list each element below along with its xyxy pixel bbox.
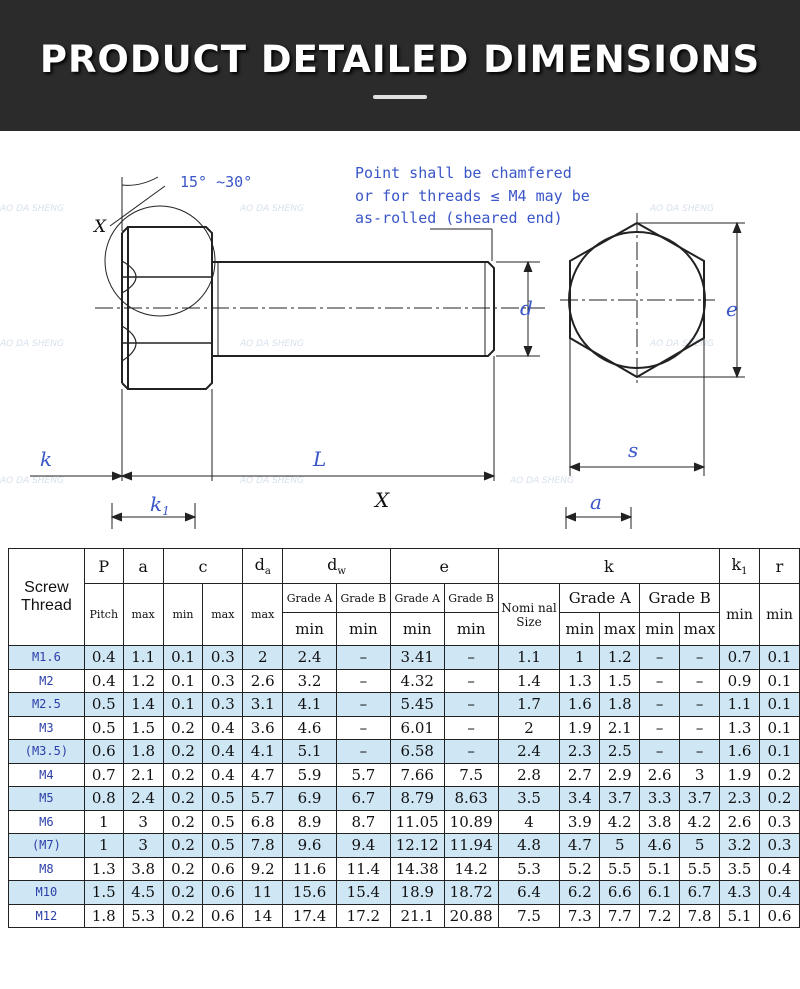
- thread-size-cell: M3: [9, 716, 85, 740]
- value-cell: 1.3: [720, 716, 760, 740]
- value-cell: 9.2: [243, 857, 283, 881]
- value-cell: 0.7: [720, 646, 760, 670]
- header-pitch: Pitch: [84, 584, 123, 646]
- value-cell: 9.4: [336, 834, 390, 858]
- value-cell: 0.4: [759, 857, 799, 881]
- value-cell: 12.12: [390, 834, 444, 858]
- value-cell: 0.2: [163, 763, 203, 787]
- value-cell: 14.38: [390, 857, 444, 881]
- value-cell: 0.2: [163, 716, 203, 740]
- title-banner: [0, 0, 800, 131]
- value-cell: 0.3: [759, 834, 799, 858]
- value-cell: 11: [243, 881, 283, 905]
- section-x-label: X: [375, 488, 390, 512]
- value-cell: 4.7: [243, 763, 283, 787]
- thread-size-cell: M4: [9, 763, 85, 787]
- header-dw-b-min: min: [336, 613, 390, 646]
- page-title: PRODUCT DETAILED DIMENSIONS: [39, 38, 761, 81]
- thread-size-cell: M12: [9, 904, 85, 928]
- value-cell: 3.5: [498, 787, 560, 811]
- value-cell: 6.2: [560, 881, 600, 905]
- header-k-grade-b: Grade B: [640, 584, 720, 613]
- value-cell: –: [640, 646, 680, 670]
- value-cell: 3.6: [243, 716, 283, 740]
- value-cell: 7.3: [560, 904, 600, 928]
- value-cell: 7.7: [600, 904, 640, 928]
- value-cell: 0.4: [759, 881, 799, 905]
- thread-size-cell: M2.5: [9, 693, 85, 717]
- value-cell: 5: [600, 834, 640, 858]
- value-cell: 5.5: [600, 857, 640, 881]
- value-cell: 18.9: [390, 881, 444, 905]
- header-r-min: min: [759, 584, 799, 646]
- header-a: a: [123, 549, 163, 584]
- value-cell: 1.5: [84, 881, 123, 905]
- value-cell: 0.2: [163, 740, 203, 764]
- value-cell: 1.3: [84, 857, 123, 881]
- header-e-grade-b: Grade B: [444, 584, 498, 613]
- value-cell: 3.1: [243, 693, 283, 717]
- value-cell: 7.8: [680, 904, 720, 928]
- value-cell: 5.1: [720, 904, 760, 928]
- value-cell: 4.7: [560, 834, 600, 858]
- note-line-2: or for threads ≤ M4 may be: [355, 187, 590, 205]
- thread-size-cell: M2: [9, 669, 85, 693]
- value-cell: 1.2: [123, 669, 163, 693]
- header-e-a-min: min: [390, 613, 444, 646]
- value-cell: 2.1: [123, 763, 163, 787]
- value-cell: 9.6: [283, 834, 337, 858]
- header-dw-sub: w: [337, 566, 346, 578]
- value-cell: 1.7: [498, 693, 560, 717]
- k-label: k: [40, 447, 53, 471]
- value-cell: 6.8: [243, 810, 283, 834]
- value-cell: 1.8: [600, 693, 640, 717]
- value-cell: 5.7: [243, 787, 283, 811]
- value-cell: 7.5: [444, 763, 498, 787]
- value-cell: 3.3: [640, 787, 680, 811]
- value-cell: 6.7: [680, 881, 720, 905]
- value-cell: 14: [243, 904, 283, 928]
- value-cell: 17.2: [336, 904, 390, 928]
- value-cell: 8.7: [336, 810, 390, 834]
- table-row: [9, 693, 800, 717]
- header-k1-min: min: [720, 584, 760, 646]
- value-cell: 0.3: [203, 646, 243, 670]
- value-cell: –: [680, 716, 720, 740]
- watermark-text: AO DA SHENG: [0, 339, 64, 349]
- table-row: [9, 857, 800, 881]
- table-body: [9, 646, 800, 928]
- value-cell: 0.3: [203, 693, 243, 717]
- value-cell: 0.6: [759, 904, 799, 928]
- length-label: L: [313, 447, 327, 471]
- value-cell: 5.3: [123, 904, 163, 928]
- value-cell: 21.1: [390, 904, 444, 928]
- value-cell: –: [680, 693, 720, 717]
- value-cell: 0.2: [163, 857, 203, 881]
- header-c-max: max: [203, 584, 243, 646]
- value-cell: 6.9: [283, 787, 337, 811]
- value-cell: 0.1: [163, 693, 203, 717]
- header-da-max: max: [243, 584, 283, 646]
- value-cell: 8.9: [283, 810, 337, 834]
- table-row: [9, 716, 800, 740]
- value-cell: –: [336, 740, 390, 764]
- angle-label: 15° ~30°: [180, 173, 253, 191]
- value-cell: –: [640, 693, 680, 717]
- value-cell: 5.2: [560, 857, 600, 881]
- value-cell: 0.2: [163, 810, 203, 834]
- value-cell: 1.4: [123, 693, 163, 717]
- value-cell: 1.6: [560, 693, 600, 717]
- table-row: [9, 904, 800, 928]
- header-e-grade-a: Grade A: [390, 584, 444, 613]
- value-cell: 2.4: [283, 646, 337, 670]
- header-k-b-min: min: [640, 613, 680, 646]
- table-row: [9, 834, 800, 858]
- value-cell: 2.6: [720, 810, 760, 834]
- title-underline: [373, 95, 427, 99]
- value-cell: 15.4: [336, 881, 390, 905]
- value-cell: –: [680, 646, 720, 670]
- value-cell: 2.3: [720, 787, 760, 811]
- value-cell: 0.1: [759, 693, 799, 717]
- value-cell: –: [680, 669, 720, 693]
- value-cell: 1: [84, 834, 123, 858]
- value-cell: 5.45: [390, 693, 444, 717]
- value-cell: 7.2: [640, 904, 680, 928]
- value-cell: 4.1: [283, 693, 337, 717]
- value-cell: –: [444, 716, 498, 740]
- value-cell: 1.1: [720, 693, 760, 717]
- value-cell: 4.6: [283, 716, 337, 740]
- value-cell: 1.3: [560, 669, 600, 693]
- value-cell: 7.66: [390, 763, 444, 787]
- table-row: [9, 763, 800, 787]
- value-cell: 3.7: [680, 787, 720, 811]
- value-cell: 5.7: [336, 763, 390, 787]
- s-label: s: [628, 438, 639, 462]
- watermark-text: AO DA SHENG: [510, 476, 574, 486]
- value-cell: 4.8: [498, 834, 560, 858]
- header-k1-sub: 1: [741, 566, 748, 578]
- value-cell: 0.2: [759, 763, 799, 787]
- value-cell: –: [336, 716, 390, 740]
- watermark-text: AO DA SHENG: [240, 339, 304, 349]
- value-cell: 1.5: [123, 716, 163, 740]
- header-e: e: [390, 549, 498, 584]
- value-cell: 0.2: [163, 881, 203, 905]
- thread-size-cell: M10: [9, 881, 85, 905]
- value-cell: 2.7: [560, 763, 600, 787]
- value-cell: 14.2: [444, 857, 498, 881]
- value-cell: 20.88: [444, 904, 498, 928]
- value-cell: 2.8: [498, 763, 560, 787]
- header-k-grade-a: Grade A: [560, 584, 640, 613]
- value-cell: 3.5: [720, 857, 760, 881]
- value-cell: 3: [680, 763, 720, 787]
- header-da-main: d: [254, 554, 265, 574]
- value-cell: 3.41: [390, 646, 444, 670]
- dimensions-table: [8, 548, 800, 928]
- value-cell: –: [640, 669, 680, 693]
- value-cell: 5.3: [498, 857, 560, 881]
- value-cell: 3.2: [283, 669, 337, 693]
- value-cell: 6.7: [336, 787, 390, 811]
- e-label: e: [726, 297, 738, 321]
- value-cell: 0.1: [163, 646, 203, 670]
- value-cell: 3: [123, 810, 163, 834]
- header-k1: [720, 549, 760, 584]
- value-cell: –: [444, 693, 498, 717]
- value-cell: –: [444, 646, 498, 670]
- header-p: P: [84, 549, 123, 584]
- thread-size-cell: (M7): [9, 834, 85, 858]
- value-cell: 4.3: [720, 881, 760, 905]
- value-cell: 2.6: [640, 763, 680, 787]
- thread-size-cell: M1.6: [9, 646, 85, 670]
- value-cell: 0.1: [759, 740, 799, 764]
- value-cell: 2.4: [123, 787, 163, 811]
- value-cell: –: [640, 716, 680, 740]
- header-e-b-min: min: [444, 613, 498, 646]
- value-cell: 2.5: [600, 740, 640, 764]
- thread-size-cell: M8: [9, 857, 85, 881]
- value-cell: 0.2: [163, 904, 203, 928]
- value-cell: 4.32: [390, 669, 444, 693]
- value-cell: 0.2: [163, 787, 203, 811]
- header-k: k: [498, 549, 719, 584]
- table-row: [9, 787, 800, 811]
- value-cell: 0.7: [84, 763, 123, 787]
- value-cell: 3.9: [560, 810, 600, 834]
- value-cell: 2.6: [243, 669, 283, 693]
- value-cell: 0.4: [203, 763, 243, 787]
- length-dimensions: [30, 356, 494, 529]
- value-cell: 1.9: [560, 716, 600, 740]
- value-cell: 1: [560, 646, 600, 670]
- header-dw-grade-a: Grade A: [283, 584, 337, 613]
- value-cell: 1: [84, 810, 123, 834]
- value-cell: 3.8: [123, 857, 163, 881]
- d-dimension: [496, 262, 540, 356]
- value-cell: 7.5: [498, 904, 560, 928]
- value-cell: 1.9: [720, 763, 760, 787]
- value-cell: 4.2: [600, 810, 640, 834]
- value-cell: 5.9: [283, 763, 337, 787]
- value-cell: 5.1: [640, 857, 680, 881]
- value-cell: 8.63: [444, 787, 498, 811]
- thread-size-cell: (M3.5): [9, 740, 85, 764]
- hex-dimensions: [566, 223, 745, 529]
- value-cell: 15.6: [283, 881, 337, 905]
- value-cell: –: [444, 669, 498, 693]
- watermark-text: AO DA SHENG: [0, 204, 64, 214]
- value-cell: 0.5: [84, 716, 123, 740]
- value-cell: 11.94: [444, 834, 498, 858]
- header-c-min: min: [163, 584, 203, 646]
- value-cell: 6.4: [498, 881, 560, 905]
- value-cell: 17.4: [283, 904, 337, 928]
- value-cell: 11.05: [390, 810, 444, 834]
- value-cell: 2.9: [600, 763, 640, 787]
- value-cell: 0.8: [84, 787, 123, 811]
- value-cell: 6.1: [640, 881, 680, 905]
- angle-arc: [122, 177, 158, 185]
- watermark-text: AO DA SHENG: [240, 204, 304, 214]
- header-dw-main: d: [327, 554, 338, 574]
- value-cell: 0.6: [203, 881, 243, 905]
- value-cell: 0.3: [759, 810, 799, 834]
- header-dw-grade-b: Grade B: [336, 584, 390, 613]
- table-row: [9, 669, 800, 693]
- value-cell: 4: [498, 810, 560, 834]
- value-cell: 4.2: [680, 810, 720, 834]
- value-cell: 0.1: [759, 669, 799, 693]
- table-row: [9, 881, 800, 905]
- k1-label-main: k: [150, 492, 163, 516]
- value-cell: 3.2: [720, 834, 760, 858]
- k1-label: [150, 492, 170, 518]
- value-cell: 1.1: [498, 646, 560, 670]
- value-cell: 5.5: [680, 857, 720, 881]
- value-cell: 6.58: [390, 740, 444, 764]
- value-cell: 18.72: [444, 881, 498, 905]
- value-cell: –: [336, 646, 390, 670]
- header-dw-a-min: min: [283, 613, 337, 646]
- note-line-3: as-rolled (sheared end): [355, 209, 563, 227]
- value-cell: 10.89: [444, 810, 498, 834]
- value-cell: 0.1: [759, 646, 799, 670]
- value-cell: 5: [680, 834, 720, 858]
- header-r: r: [759, 549, 799, 584]
- value-cell: 0.4: [203, 740, 243, 764]
- table-header: [9, 549, 800, 646]
- value-cell: 0.4: [203, 716, 243, 740]
- d-label: d: [520, 296, 533, 320]
- value-cell: 0.5: [203, 787, 243, 811]
- value-cell: 3: [123, 834, 163, 858]
- value-cell: 2.3: [560, 740, 600, 764]
- value-cell: 0.5: [203, 834, 243, 858]
- header-da: [243, 549, 283, 584]
- watermark-text: AO DA SHENG: [240, 476, 304, 486]
- bolt-diagram-svg: [0, 131, 800, 541]
- note-line-1: Point shall be chamfered: [355, 164, 572, 182]
- value-cell: 1.6: [720, 740, 760, 764]
- value-cell: 0.6: [84, 740, 123, 764]
- value-cell: 2: [498, 716, 560, 740]
- value-cell: 0.2: [163, 834, 203, 858]
- value-cell: 3.8: [640, 810, 680, 834]
- value-cell: –: [336, 693, 390, 717]
- value-cell: 0.3: [203, 669, 243, 693]
- value-cell: 8.79: [390, 787, 444, 811]
- value-cell: 0.9: [720, 669, 760, 693]
- value-cell: 0.4: [84, 646, 123, 670]
- value-cell: 3.7: [600, 787, 640, 811]
- value-cell: 1.8: [84, 904, 123, 928]
- value-cell: 2: [243, 646, 283, 670]
- header-dw: [283, 549, 391, 584]
- header-a-max: max: [123, 584, 163, 646]
- value-cell: 0.4: [84, 669, 123, 693]
- value-cell: 0.5: [203, 810, 243, 834]
- value-cell: 0.2: [759, 787, 799, 811]
- value-cell: 4.6: [640, 834, 680, 858]
- value-cell: 0.6: [203, 904, 243, 928]
- value-cell: 2.1: [600, 716, 640, 740]
- value-cell: 5.1: [283, 740, 337, 764]
- value-cell: 6.01: [390, 716, 444, 740]
- value-cell: 7.8: [243, 834, 283, 858]
- table-row: [9, 646, 800, 670]
- header-k1-main: k: [731, 554, 742, 574]
- thread-size-cell: M5: [9, 787, 85, 811]
- bolt-drawing: [0, 131, 800, 541]
- value-cell: –: [336, 669, 390, 693]
- value-cell: 1.2: [600, 646, 640, 670]
- value-cell: 4.1: [243, 740, 283, 764]
- value-cell: 0.1: [163, 669, 203, 693]
- value-cell: 1.4: [498, 669, 560, 693]
- header-k-a-min: min: [560, 613, 600, 646]
- watermark-text: AO DA SHENG: [650, 204, 714, 214]
- value-cell: 0.1: [759, 716, 799, 740]
- value-cell: 4.5: [123, 881, 163, 905]
- a-label: a: [590, 490, 602, 514]
- value-cell: –: [680, 740, 720, 764]
- dimensions-table-wrap: [8, 548, 800, 928]
- value-cell: 3.4: [560, 787, 600, 811]
- value-cell: 2.4: [498, 740, 560, 764]
- value-cell: 6.6: [600, 881, 640, 905]
- value-cell: 1.1: [123, 646, 163, 670]
- hex-center-lines: [560, 213, 715, 387]
- table-row: [9, 740, 800, 764]
- header-screw-thread: Screw Thread: [9, 549, 85, 646]
- thread-size-cell: M6: [9, 810, 85, 834]
- value-cell: 1.8: [123, 740, 163, 764]
- value-cell: 0.5: [84, 693, 123, 717]
- value-cell: 0.6: [203, 857, 243, 881]
- table-row: [9, 810, 800, 834]
- x-mark: X: [94, 217, 107, 237]
- header-nominal-size: Nomi nal Size: [498, 584, 560, 646]
- header-c: c: [163, 549, 243, 584]
- value-cell: 11.6: [283, 857, 337, 881]
- watermark-text: AO DA SHENG: [0, 476, 64, 486]
- header-k-b-max: max: [680, 613, 720, 646]
- header-da-sub: a: [264, 566, 271, 578]
- value-cell: –: [444, 740, 498, 764]
- k1-label-sub: 1: [162, 504, 170, 518]
- value-cell: 11.4: [336, 857, 390, 881]
- header-k-a-max: max: [600, 613, 640, 646]
- value-cell: 1.5: [600, 669, 640, 693]
- watermark-text: AO DA SHENG: [650, 339, 714, 349]
- value-cell: –: [640, 740, 680, 764]
